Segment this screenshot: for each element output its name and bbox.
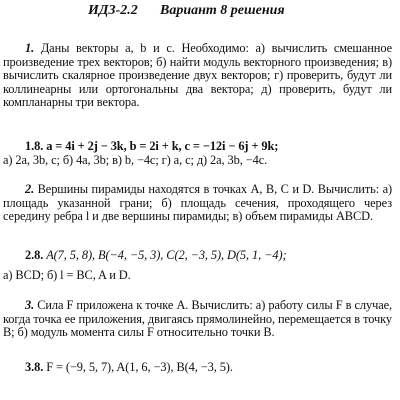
task3-data: F = (−9, 5, 7), A(1, 6, −3), B(4, −3, 5). bbox=[46, 360, 233, 374]
task1-variant-line2: а) 2a, 3b, c; б) 4a, 3b; в) b, −4c; г) a, c; д) 2a, 3b, −4c. bbox=[3, 153, 268, 167]
task1-number: 1. bbox=[25, 41, 35, 55]
task3-statement bbox=[3, 299, 392, 340]
task2-variant-label: 2.8. bbox=[25, 248, 44, 262]
task2-text: Вершины пирамиды находятся в точках A, B, C и D. Вычислить: а) площадь указанной грани; б) площадь сечения, проходящего через середину ребра l и две вершины пирамиды; в) объем пирамиды ABCD. bbox=[3, 182, 393, 223]
task3-variant-label: 3.8. bbox=[25, 360, 44, 374]
task1-text: Даны векторы a, b и c. Необходимо: а) вычислить смешанное произведение трех векторов; б) найти модуль векторного произведения; в) вычислить скалярное произведение двух векторов; г) проверить, будут ли коллинеарны или ортогональны два вектора; д) проверить, будут ли компланарны три вектора. bbox=[3, 41, 392, 109]
task2-number: 2. bbox=[25, 182, 35, 196]
task2-variant-line2: а) BCD; б) l = BC, A и D. bbox=[3, 268, 131, 282]
header-variant-title: Вариант 8 решения bbox=[160, 3, 285, 18]
task1-vectors: a = 4i + 2j − 3k, b = 2i + k, c = −12i − 6j + 9k; bbox=[46, 139, 279, 153]
task3-number: 3. bbox=[25, 298, 35, 312]
task3-text: Сила F приложена к точке A. Вычислить: а) работу силы F в случае, когда точка ее приложения, двигаясь прямолинейно, перемещается в точку B; б) модуль момента силы F относительно точки B. bbox=[3, 298, 392, 339]
task2-points: A(7, 5, 8), B(−4, −5, 3), C(2, −3, 5), D(5, 1, −4); bbox=[46, 248, 287, 262]
task3-variant-line1 bbox=[25, 361, 400, 375]
task2-variant-line1 bbox=[25, 249, 400, 263]
task1-statement bbox=[3, 42, 392, 110]
task1-variant-line1 bbox=[25, 140, 400, 154]
task2-statement bbox=[3, 183, 392, 224]
page-header bbox=[0, 3, 400, 23]
task1-variant-label: 1.8. bbox=[25, 139, 44, 153]
header-assignment-code: ИДЗ-2.2 bbox=[88, 3, 138, 18]
